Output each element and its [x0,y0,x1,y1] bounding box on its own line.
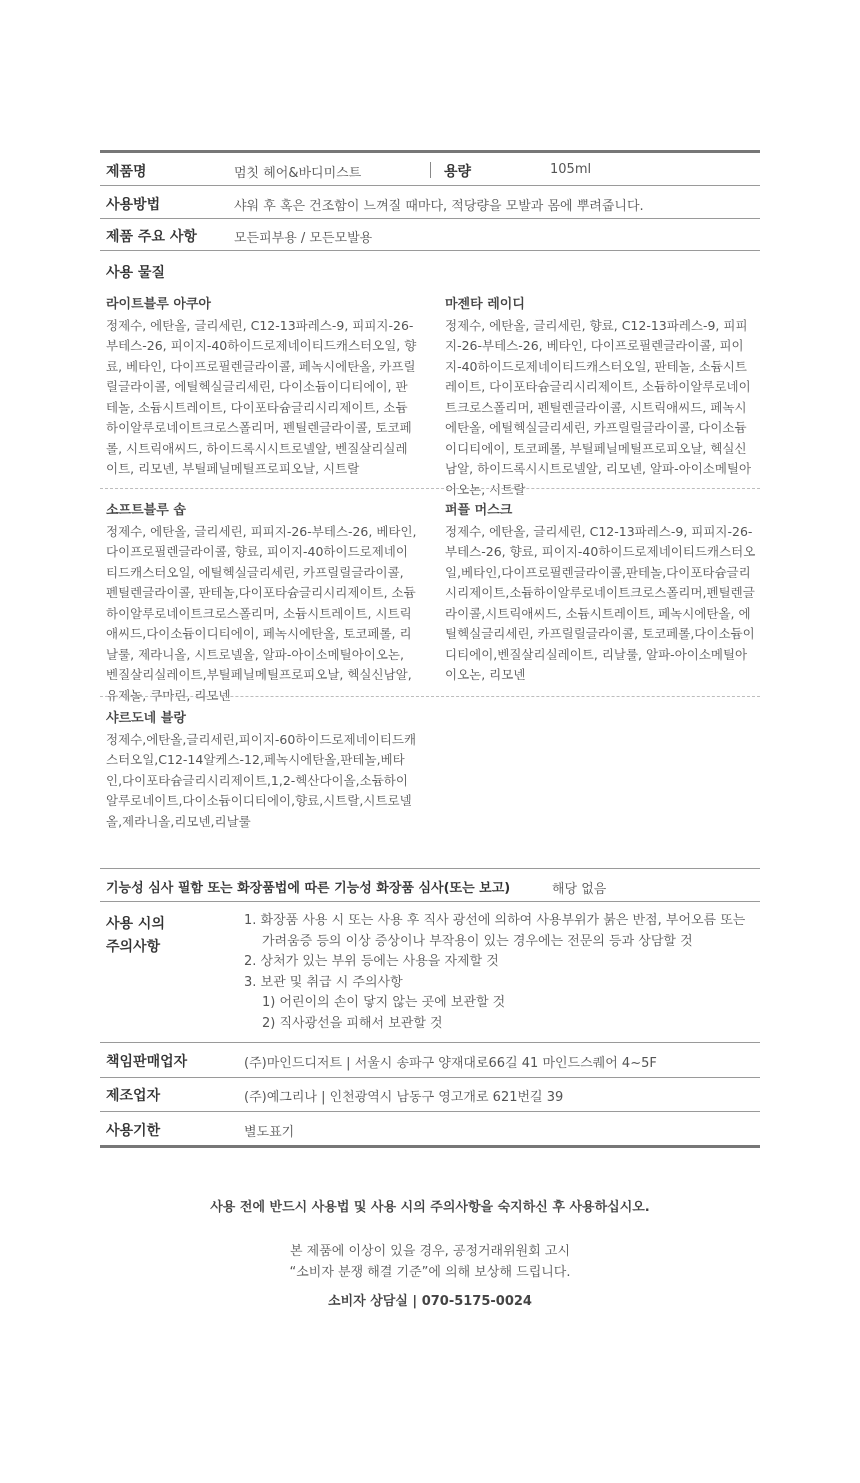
column-divider [430,162,431,178]
ingredient-list: 정제수, 에탄올, 글리세린, C12-13파레스-9, 피피지-26-부테스-26, 피이지-40하이드로제네이티드캐스터오일, 향료, 베타인, 다이프로필렌글라이콜, 페녹시에탄올, 카프릴릴글라이콜, 에틸헥실글리세린, 다이소듐이디티에이, 판테놀, 소듐시트레이트, 다이포타슘글리시리제이트, 소듐하이알루로네이트크로스폴리머, 펜틸렌글라이콜, 토코페롤, 시트릭애씨드, 하이드록시시트로넬알, 벤질살리실레이트, 리모넨, 부틸페닐메틸프로피오날, 시트랄 [106,317,417,476]
row-product-name [100,153,760,186]
ingredient-block-light-blue-aqua [106,295,418,480]
ingredient-list: 정제수, 에탄올, 글리세린, 향료, C12-13파레스-9, 피피지-26-부테스-26, 베타인, 다이프로필렌글라이콜, 피이지-40하이드로제네이티드캐스터오일, 판테놀, 소듐시트레이트, 다이포타슘글리시리제이트, 소듐하이알루로네이트크로스폴리머, 펜틸렌글라이콜, 시트릭애씨드, 페녹시에탄올, 에틸헥실글리세린, 카프릴릴글라이콜, 다이소듐이디티에이, 토코페롤, 부틸페닐메틸프로피오날, 헥실신남알, 하이드록시시트로넬알, 리모넨, 알파-아이소메틸아이오논, 시트랄 [445,317,752,497]
row-divider [100,250,760,251]
usage-value: 샤워 후 혹은 건조함이 느껴질 때마다, 적당량을 모발과 몸에 뿌려줍니다. [234,199,644,214]
row-usage [100,186,760,218]
row-divider [100,901,760,902]
ingredient-name: 라이트블루 아쿠아 [106,297,211,312]
caution-line: 가려움증 등의 이상 증상이나 부작용이 있는 경우에는 전문의 등과 상담할 것 [262,933,693,949]
ingredient-name: 퍼플 머스크 [445,503,513,518]
ingredient-name: 소프트블루 솝 [106,503,186,518]
ingredient-divider [100,696,760,697]
maker-value: (주)예그리나 | 인천광역시 남동구 영고개로 621번길 39 [244,1090,564,1105]
caution-line: 1) 어린이의 손이 닿지 않는 곳에 보관할 것 [262,995,506,1010]
ingredient-block-soft-blue-soap [106,501,418,706]
ingredient-name: 샤르도네 블랑 [106,711,186,726]
caution-line: 1. 화장품 사용 시 또는 사용 후 직사 광선에 의하여 사용부위가 붉은 반점, 부어오름 또는 [244,913,746,928]
expiry-label: 사용기한 [106,1123,161,1139]
product-name-value: 멈칫 헤어&바디미스트 [234,166,362,181]
caution-line: 2. 상처가 있는 부위 등에는 사용을 자제할 것 [244,954,499,969]
ingredient-list: 정제수,에탄올,글리세린,피이지-60하이드로제네이티드캐스터오일,C12-14알케스-12,페녹시에탄올,판테놀,베타인,다이포타슘글리시리제이트,1,2-헥산다이올,소듐하이알루로네이트,다이소듐이디티에이,향료,시트랄,시트로넬올,제라니올,리모넨,리날룰 [106,731,417,829]
row-maker [100,1078,760,1111]
product-name-label: 제품명 [106,164,147,180]
caution-label-line1: 사용 시의 [106,916,165,932]
row-seller [100,1043,760,1077]
volume-value: 105ml [550,162,592,177]
ingredient-name: 마젠타 레이디 [445,297,525,312]
ingredient-list: 정제수, 에탄올, 글리세린, C12-13파레스-9, 피피지-26-부테스-26, 향료, 피이지-40하이드로제네이티드캐스터오일,베타인,다이프로필렌글라이콜,판테놀,다이포타슘글리시리제이트,소듐하이알루로네이트크로스폴리머,펜틸렌글라이콜,시트릭애씨드, 소듐시트레이트, 페녹시에탄올, 에틸헥실글리세린, 카프릴릴글라이콜, 토코페롤,다이소듐이디티에이,벤질살리실레이트, 리날룰, 알파-아이소메틸아이오논, 리모넨 [445,523,756,682]
volume-label: 용량 [444,164,472,180]
usage-label: 사용방법 [106,197,161,213]
footer-line2: “소비자 분쟁 해결 기준”에 의해 보상해 드립니다. [289,1265,571,1280]
main-features-label: 제품 주요 사항 [106,229,197,245]
row-main-features [100,219,760,251]
row-functional [100,869,760,901]
ingredient-divider [100,488,760,489]
ingredient-list: 정제수, 에탄올, 글리세린, 피피지-26-부테스-26, 베타인, 다이프로필렌글라이콜, 향료, 피이지-40하이드로제네이티드캐스터오일, 에틸헥실글리세린, 카프릴릴글라이콜, 펜틸렌글라이콜, 판테놀,다이포타슘글리시리제이트, 소듐하이알루로네이트크로스폴리머, 소듐시트레이트, 시트릭애씨드,다이소듐이디티에이, 페녹시에탄올, 토코페롤, 리날룰, 제라니올, 시트로넬올, 알파-아이소메틸아이오논, 벤질살리실레이트,부틸페닐메틸프로피오날, 헥실신남알, 유제놀, 쿠마린, 리모넨 [106,523,417,703]
functional-label: 기능성 심사 필함 또는 화장품법에 따른 기능성 화장품 심사(또는 보고) [106,881,511,896]
ingredient-block-magenta-lady [445,295,757,500]
main-features-value: 모든피부용 / 모든모발용 [234,231,373,246]
footer-notice: 사용 전에 반드시 사용법 및 사용 시의 주의사항을 숙지하신 후 사용하십시오. [210,1200,650,1215]
ingredient-block-chardonnay-blanc [106,709,418,832]
caution-line: 2) 직사광선을 피해서 보관할 것 [262,1015,443,1031]
footer-line1: 본 제품에 이상이 있을 경우, 공정거래위원회 고시 [289,1244,571,1259]
caution-label-line2: 주의사항 [106,939,161,955]
ingredient-block-purple-musk [445,501,757,686]
table-bottom-border [100,1145,760,1148]
maker-label: 제조업자 [106,1088,161,1104]
caution-line: 3. 보관 및 취급 시 주의사항 [244,974,403,990]
expiry-value: 별도표기 [244,1125,295,1140]
ingredients-title: 사용 물질 [106,265,165,281]
seller-value: (주)마인드디저트 | 서울시 송파구 양재대로66길 41 마인드스퀘어 4~5F [244,1056,657,1071]
row-caution [100,911,760,1039]
functional-value: 해당 없음 [552,882,607,897]
caution-list [244,911,745,1034]
row-expiry [100,1112,760,1145]
seller-label: 책임판매업자 [106,1054,188,1070]
footer-contact: 소비자 상담실 | 070-5175-0024 [328,1294,532,1309]
